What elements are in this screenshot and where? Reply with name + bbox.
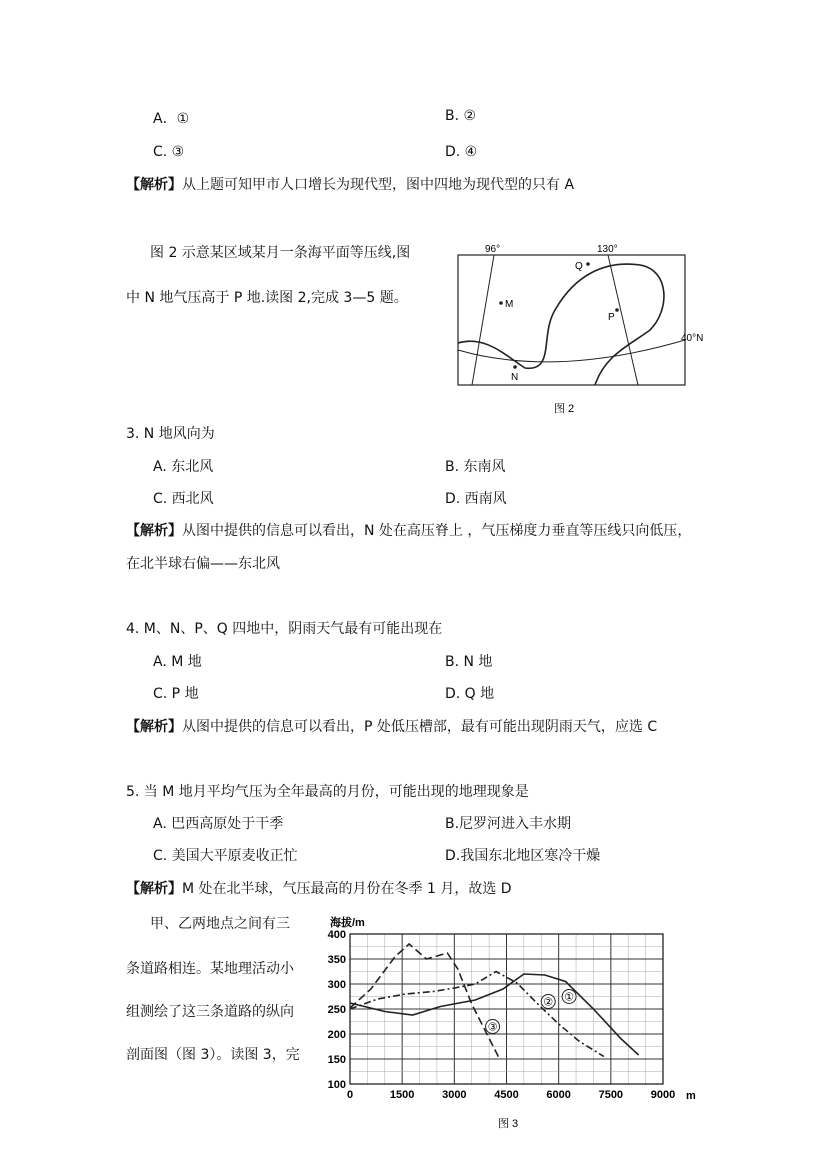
q2-option-a: A．① (153, 111, 190, 127)
q5-stem: 5. 当 M 地月平均气压为全年最高的月份，可能出现的地理现象是 (126, 784, 529, 800)
y-tick-label: 100 (327, 1079, 346, 1091)
y-tick-label: 200 (327, 1029, 346, 1041)
lon-label-96: 96° (485, 244, 501, 255)
q3-option-d: D. 西南风 (445, 491, 507, 507)
x-tick-label: 4500 (494, 1089, 519, 1101)
q5-option-c: C. 美国大平原麦收正忙 (153, 848, 298, 864)
chart-series-group (350, 944, 639, 1059)
series-name-label: ③ (487, 1021, 498, 1034)
q5-option-a: A. 巴西高原处于干季 (153, 816, 284, 832)
q5-option-b: B.尼罗河进入丰水期 (445, 816, 572, 832)
q3-option-a: A. 东北风 (153, 459, 214, 475)
analysis-text: M 处在北半球，气压最高的月份在冬季 1 月，故选 D (182, 881, 512, 897)
point-m-marker (499, 301, 503, 305)
analysis-tag: 【解析】 (126, 523, 182, 539)
q2-option-c: C. ③ (153, 144, 185, 160)
q4-option-a: A. M 地 (153, 654, 202, 670)
intro3-line2: 条道路相连。某地理活动小 (126, 961, 294, 977)
analysis-text: 从上题可知甲市人口增长为现代型，图中四地为现代型的只有 A (182, 177, 575, 193)
q3-analysis-line1 (126, 520, 691, 540)
point-q-marker (586, 262, 590, 266)
intro3-line3: 组测绘了这三条道路的纵向 (126, 1004, 294, 1020)
figure3-caption: 图 3 (498, 1118, 519, 1130)
map-frame (458, 255, 685, 385)
intro3-line1: 甲、乙两地点之间有三 (150, 916, 290, 932)
lon-label-130: 130° (597, 244, 618, 255)
lat-label-40n: 40°N (681, 333, 704, 344)
analysis-tag: 【解析】 (126, 719, 182, 735)
analysis-text: 从图中提供的信息可以看出，N 处在高压脊上 ，气压梯度力垂直等压线只向低压， (182, 523, 692, 539)
x-tick-label: 6000 (546, 1089, 571, 1101)
x-tick-label: 3000 (442, 1089, 467, 1101)
q2-analysis (126, 174, 574, 194)
q3-analysis-line2: 在北半球右偏——东北风 (126, 556, 280, 572)
q2-option-b: B. ② (445, 108, 477, 124)
q3-option-b: B. 东南风 (445, 459, 506, 475)
q4-option-b: B. N 地 (445, 654, 493, 670)
meridian-96 (472, 255, 494, 385)
x-axis-unit: m (686, 1090, 696, 1102)
point-n-marker (513, 365, 517, 369)
isobar-map-figure (445, 240, 720, 420)
x-tick-label: 1500 (389, 1089, 415, 1101)
y-tick-label: 400 (327, 929, 346, 941)
y-tick-label: 300 (327, 979, 346, 991)
q4-analysis (126, 716, 657, 736)
y-tick-label: 250 (327, 1004, 346, 1016)
intro3-line4: 剖面图（图 3）。读图 3，完 (126, 1047, 300, 1063)
chart-grid (350, 934, 663, 1084)
q3-stem: 3. N 地风向为 (126, 426, 215, 442)
q4-stem: 4. M、N、P、Q 四地中，阴雨天气最有可能出现在 (126, 621, 443, 637)
point-p-marker (615, 308, 619, 312)
point-n-label: N (511, 372, 519, 383)
q5-option-d: D.我国东北地区寒冷干燥 (445, 848, 601, 864)
point-p-label: P (608, 312, 615, 323)
x-tick-label: 0 (346, 1089, 354, 1101)
road-profile-chart (318, 912, 708, 1130)
q2-option-d: D. ④ (445, 144, 478, 160)
q4-option-c: C. P 地 (153, 686, 199, 702)
point-m-label: M (505, 299, 514, 310)
y-axis-label: 海拔/m (330, 917, 365, 929)
parallel-40n (458, 340, 685, 362)
y-tick-label: 150 (327, 1054, 346, 1066)
series-name-label: ② (543, 996, 554, 1009)
intro2-line2: 中 N 地气压高于 P 地.读图 2,完成 3—5 题。 (126, 290, 408, 306)
point-q-label: Q (575, 261, 583, 272)
series-line-1 (350, 974, 639, 1055)
analysis-text: 从图中提供的信息可以看出，P 处低压槽部，最有可能出现阴雨天气，应选 C (182, 719, 658, 735)
analysis-tag: 【解析】 (126, 881, 182, 897)
q3-option-c: C. 西北风 (153, 491, 214, 507)
q5-analysis (126, 878, 512, 898)
y-tick-label: 350 (327, 954, 346, 966)
analysis-tag: 【解析】 (126, 177, 182, 193)
q4-option-d: D. Q 地 (445, 686, 495, 702)
x-tick-label: 9000 (650, 1089, 676, 1101)
figure2-caption: 图 2 (554, 403, 575, 415)
series-line-3 (350, 944, 500, 1059)
x-tick-label: 7500 (598, 1089, 624, 1101)
series-name-label: ① (564, 991, 575, 1004)
chart-labels-group (328, 929, 676, 1101)
intro2-line1: 图 2 示意某区域某月一条海平面等压线,图 (150, 245, 411, 261)
